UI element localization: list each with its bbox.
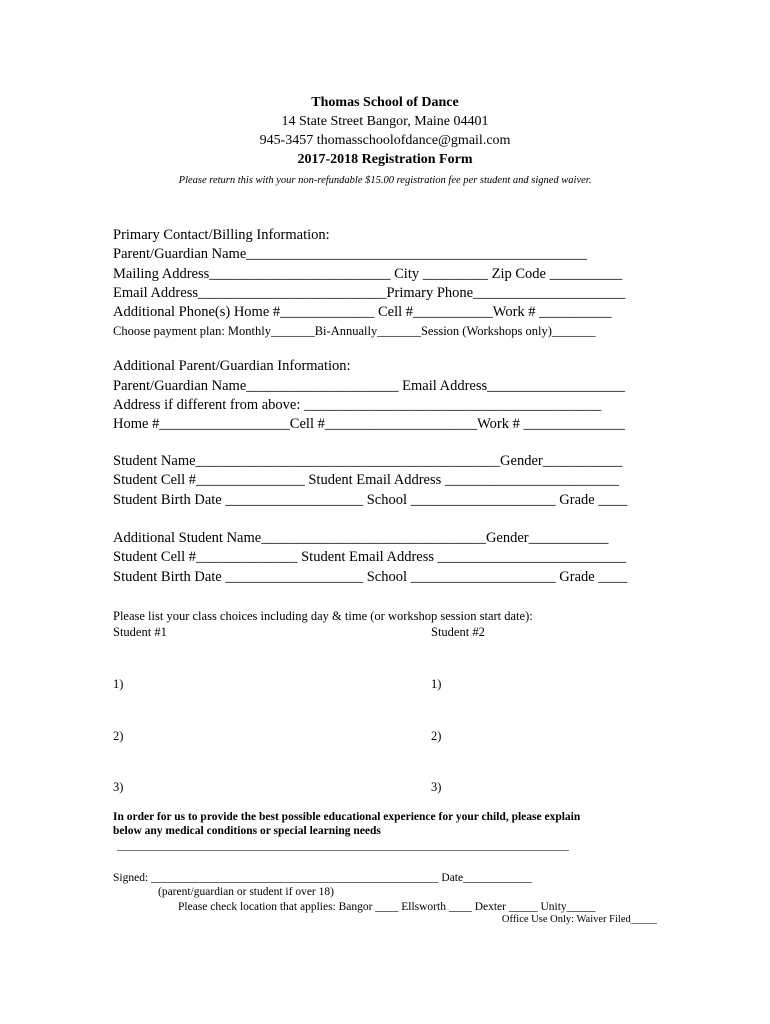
payment-plan-field[interactable]: Choose payment plan: Monthly_______Bi-Annually_______Session (Workshops only)_______ bbox=[113, 324, 596, 338]
school-contact: 945-3457 thomasschoolofdance@gmail.com bbox=[259, 133, 511, 148]
class-choices-prompt: Please list your class choices including day & time (or workshop session start date): bbox=[113, 609, 533, 623]
student-2-class-3[interactable]: 3) bbox=[431, 780, 442, 794]
student-birth-school-field[interactable]: Student Birth Date ___________________ School ____________________ Grade ____ bbox=[113, 492, 628, 508]
medical-answer-line[interactable] bbox=[117, 850, 569, 851]
mailing-address-field[interactable]: Mailing Address_________________________ City _________ Zip Code __________ bbox=[113, 266, 623, 282]
additional-parent-phones-field[interactable]: Home #__________________Cell #_____________________Work # ______________ bbox=[113, 416, 625, 432]
medical-prompt-line-1: In order for us to provide the best possible educational experience for your child, please explain bbox=[113, 811, 581, 823]
medical-prompt-line-2: below any medical conditions or special learning needs bbox=[113, 825, 381, 837]
signature-date-field[interactable]: Signed: __________________________________________________ Date____________ bbox=[113, 872, 533, 884]
fee-note: Please return this with your non-refundable $15.00 registration fee per student and signed waiver. bbox=[178, 175, 592, 186]
school-name: Thomas School of Dance bbox=[311, 95, 459, 110]
additional-phones-field[interactable]: Additional Phone(s) Home #_____________ Cell #___________Work # __________ bbox=[113, 304, 612, 320]
signature-sub-label: (parent/guardian or student if over 18) bbox=[158, 886, 334, 898]
location-checkboxes[interactable]: Please check location that applies: Bangor ____ Ellsworth ____ Dexter _____ Unity_____ bbox=[178, 901, 596, 913]
student-1-class-3[interactable]: 3) bbox=[113, 780, 124, 794]
additional-student-name-field[interactable]: Additional Student Name_______________________________Gender___________ bbox=[113, 530, 609, 546]
office-use-waiver: Office Use Only: Waiver Filed_____ bbox=[501, 914, 657, 925]
student-cell-email-field[interactable]: Student Cell #_______________ Student Email Address ________________________ bbox=[113, 472, 619, 488]
student-1-label: Student #1 bbox=[113, 625, 167, 639]
email-primary-phone-field[interactable]: Email Address__________________________Primary Phone_____________________ bbox=[113, 285, 626, 301]
additional-parent-heading: Additional Parent/Guardian Information: bbox=[113, 358, 351, 374]
student-1-class-2[interactable]: 2) bbox=[113, 729, 124, 743]
parent-name-field[interactable]: Parent/Guardian Name_______________________________________________ bbox=[113, 246, 588, 262]
additional-parent-name-field[interactable]: Parent/Guardian Name_____________________ Email Address___________________ bbox=[113, 378, 625, 394]
form-title: 2017-2018 Registration Form bbox=[297, 152, 473, 167]
student-name-field[interactable]: Student Name__________________________________________Gender___________ bbox=[113, 453, 623, 469]
student-2-label: Student #2 bbox=[431, 625, 485, 639]
student-2-class-1[interactable]: 1) bbox=[431, 677, 442, 691]
student-2-class-2[interactable]: 2) bbox=[431, 729, 442, 743]
school-address: 14 State Street Bangor, Maine 04401 bbox=[281, 114, 489, 129]
student-1-class-1[interactable]: 1) bbox=[113, 677, 124, 691]
primary-contact-heading: Primary Contact/Billing Information: bbox=[113, 227, 330, 243]
additional-parent-address-field[interactable]: Address if different from above: _________________________________________ bbox=[113, 397, 602, 413]
additional-student-birth-school-field[interactable]: Student Birth Date ___________________ School ____________________ Grade ____ bbox=[113, 569, 628, 585]
additional-student-cell-email-field[interactable]: Student Cell #______________ Student Email Address __________________________ bbox=[113, 549, 627, 565]
